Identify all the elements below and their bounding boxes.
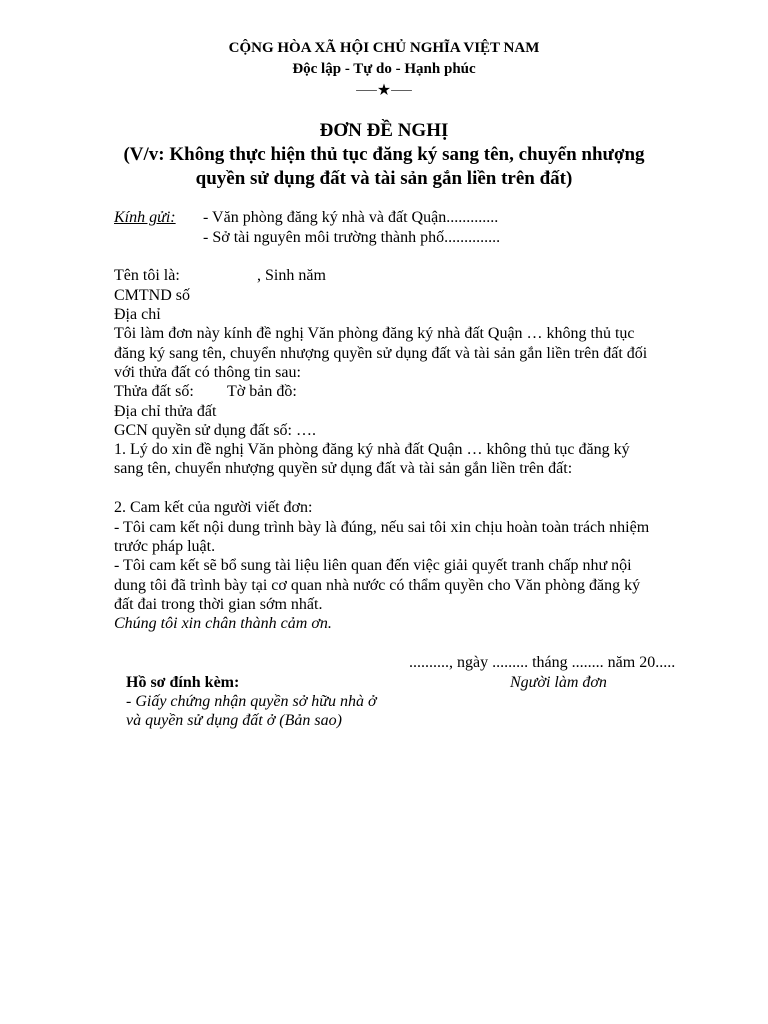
commitment-2-line-2: dung tôi đã trình bày tại cơ quan nhà nước có thẩm quyền cho Văn phòng đăng ký xyxy=(114,577,641,594)
subject-line-2: quyền sử dụng đất và tài sản gắn liền trên đất) xyxy=(195,168,573,189)
map-sheet-label: Tờ bản đồ: xyxy=(227,383,297,400)
parcel-address-label: Địa chỉ thửa đất xyxy=(114,403,217,420)
date-line: .........., ngày ......... tháng ........ năm 20..... xyxy=(409,654,676,671)
thanks-line: Chúng tôi xin chân thành cảm ơn. xyxy=(114,615,332,632)
recipient-label: Kính gửi: xyxy=(114,209,176,226)
id-number-label: CMTND số xyxy=(114,287,191,304)
subject-line-1: (V/v: Không thực hiện thủ tục đăng ký sang tên, chuyển nhượng xyxy=(123,144,645,165)
address-label: Địa chỉ xyxy=(114,306,161,323)
commitment-1-line-1: - Tôi cam kết nội dung trình bày là đúng, nếu sai tôi xin chịu hoàn toàn trách nhiệm xyxy=(114,519,650,536)
name-label: Tên tôi là: xyxy=(114,267,180,284)
attachment-line-2: và quyền sử dụng đất ở (Bản sao) xyxy=(126,712,342,729)
recipient-line-2: - Sở tài nguyên môi trường thành phố.............. xyxy=(203,229,501,246)
request-line-1: Tôi làm đơn này kính đề nghị Văn phòng đăng ký nhà đất Quận … không thủ tục xyxy=(114,325,635,342)
birth-year-label: , Sinh năm xyxy=(257,267,326,284)
commitment-2-line-1: - Tôi cam kết sẽ bổ sung tài liệu liên quan đến việc giải quyết tranh chấp như nội xyxy=(114,557,632,574)
reason-line-1: 1. Lý do xin đề nghị Văn phòng đăng ký nhà đất Quận … không thủ tục đăng ký xyxy=(114,441,630,458)
commitment-heading: 2. Cam kết của người viết đơn: xyxy=(114,499,313,516)
request-line-3: với thửa đất có thông tin sau: xyxy=(114,364,301,381)
recipient-line-1: - Văn phòng đăng ký nhà và đất Quận............. xyxy=(203,209,499,226)
commitment-2-line-3: đất đai trong thời gian sớm nhất. xyxy=(114,596,323,613)
request-line-2: đăng ký sang tên, chuyển nhượng quyền sử dụng đất và tài sản gắn liền trên đất đối xyxy=(114,345,648,362)
star-ornament-icon: ⸺★⸺ xyxy=(355,82,413,97)
commitment-1-line-2: trước pháp luật. xyxy=(114,538,216,555)
signer-label: Người làm đơn xyxy=(510,674,607,691)
motto: Độc lập - Tự do - Hạnh phúc xyxy=(292,61,476,77)
attachment-line-1: - Giấy chứng nhận quyền sở hữu nhà ở xyxy=(126,693,377,710)
reason-line-2: sang tên, chuyển nhượng quyền sử dụng đất và tài sản gắn liền trên đất: xyxy=(114,460,573,477)
certificate-label: GCN quyền sử dụng đất số: …. xyxy=(114,422,316,439)
country-header: CỘNG HÒA XÃ HỘI CHỦ NGHĨA VIỆT NAM xyxy=(228,40,540,56)
parcel-number-label: Thửa đất số: xyxy=(114,383,194,400)
attachments-heading: Hồ sơ đính kèm: xyxy=(126,674,240,691)
document-title: ĐƠN ĐỀ NGHỊ xyxy=(319,120,449,141)
